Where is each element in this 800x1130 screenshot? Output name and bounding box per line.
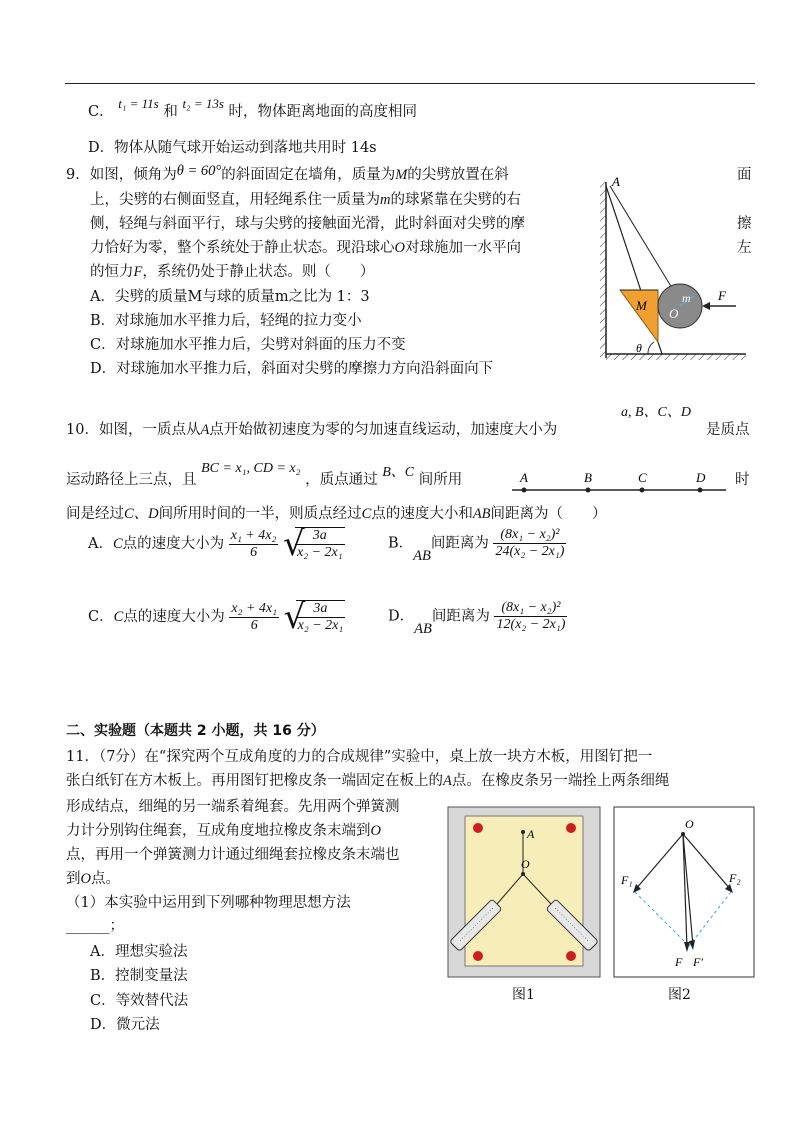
q10-option-a[interactable]: A．C点的速度大小为 $\frac{\text{x₁ + 4x₂}}{6}$ √ $\frac{3a}{\text{x₂ − 2x₁}}$ (88, 524, 343, 564)
q9-option-b[interactable]: B．对球施加水平推力后，轻绳的拉力变小 (90, 313, 362, 329)
header-rule (65, 83, 755, 84)
fig1-caption: 图1 (512, 987, 535, 1003)
label-A: A (612, 174, 620, 189)
q9-line2: 上，尖劈的右侧面竖直，用轻绳系住一质量为m的球紧靠在尖劈的右 (90, 192, 521, 208)
wall-hatch (600, 182, 606, 358)
q11-option-d[interactable]: D．微元法 (90, 1017, 160, 1033)
q10-line2: 运动路径上三点，且 BC = x₁, CD = x₂ ，质点通过 B、C 间所用 (66, 461, 463, 488)
q11-option-b[interactable]: B．控制变量法 (90, 968, 188, 984)
fig1-label-O: O (521, 857, 530, 871)
fig1-label-A: A (527, 827, 535, 841)
q9-right3: 擦 (737, 216, 752, 232)
point-label-D: D (696, 470, 706, 485)
q8-option-d: D．物体从随气球开始运动到落地共用时 14s (88, 140, 377, 156)
q10-line1: 10．如图，一质点从A点开始做初速度为零的匀加速直线运动，加速度大小为 (66, 422, 558, 438)
q11-line5: 点，再用一个弹簧测力计通过细绳套拉橡皮条末端也 (66, 847, 400, 863)
q11-line4: 力计分别钩住绳套，互成角度地拉橡皮条末端到O (66, 823, 381, 839)
pin-tr (566, 823, 576, 833)
label-F: F (718, 288, 726, 303)
q9-right4: 左 (737, 240, 752, 256)
q11-line1: 11．（7分）在“探究两个互成角度的力的合成规律”实验中，桌上放一块方木板，用图钉把一 (66, 749, 653, 765)
point-A (522, 488, 527, 493)
label-m: m (682, 291, 691, 305)
label-theta: θ (636, 341, 642, 355)
q11-option-c[interactable]: C．等效替代法 (90, 993, 189, 1009)
section-title: 二、实验题（本题共 2 小题，共 16 分） (66, 723, 325, 739)
q9-option-d[interactable]: D．对球施加水平推力后，斜面对尖劈的摩擦力方向沿斜面向下 (90, 361, 494, 377)
point-C (640, 488, 645, 493)
q11-sub1: （1）本实验中运用到下列哪种物理思想方法 (66, 895, 351, 911)
label-O: O (669, 306, 679, 321)
q11-line6: 到O点。 (66, 871, 120, 887)
q9-right1: 面 (737, 167, 752, 183)
rope (610, 186, 672, 288)
point-D (698, 488, 703, 493)
q10-line2d: 时 (735, 472, 750, 488)
q11-line3: 形成结点，细绳的另一端系着绳套。先用两个弹簧测 (66, 799, 400, 815)
q9-line1: 9．如图，倾角为θ = 60°的斜面固定在墙角，质量为M的尖劈放置在斜 (66, 163, 509, 183)
q10-option-b[interactable]: B．AB间距离为 $\frac{\text{(8x₁ − x₂)²}}{\text{24(x₂ − 2x₁)}}$ (388, 527, 565, 564)
fig2-label-O: O (685, 817, 694, 831)
fig2-label-Fp: F′ (693, 955, 703, 969)
fig2-caption: 图2 (668, 987, 691, 1003)
point-label-C: C (638, 470, 647, 485)
floor-hatch (606, 354, 746, 360)
q10-line-diagram (508, 468, 730, 500)
q9-line5: 的恒力F，系统仍处于静止状态。则（ ） (90, 264, 375, 280)
q10-line3: 间是经过C、D间所用时间的一半，则质点经过C点的速度大小和AB间距离为（ ） (66, 506, 607, 522)
q10-line1c: 是质点 (706, 422, 750, 438)
q9-option-a[interactable]: A．尖劈的质量M与球的质量m之比为 1：3 (90, 289, 370, 305)
pin-br (566, 951, 576, 961)
q11-line2: 张白纸钉在方木板上。再用图钉把橡皮条一端固定在板上的A点。在橡皮条另一端拴上两条细绳 (66, 773, 670, 789)
frac-a: $\frac{\text{x₁ + 4x₂}}{6}$ (230, 527, 277, 560)
q10-vars: a, B、C、D (621, 405, 691, 420)
q9-option-c[interactable]: C．对球施加水平推力后，尖劈对斜面的压力不变 (90, 337, 406, 353)
label-M: M (636, 298, 647, 313)
point-B (586, 488, 591, 493)
sqrt-a: √ $\frac{3a}{\text{x₂ − 2x₁}}$ (282, 524, 343, 564)
fig2-label-F1: F₁ (621, 873, 633, 887)
point-label-B: B (584, 470, 592, 485)
q8-option-c: C． t₁ = 11s 和 t₂ = 13s 时，物体距离地面的高度相同 (88, 96, 418, 120)
q10-option-d[interactable]: D．AB间距离为 $\frac{\text{(8x₁ − x₂)²}}{\text{12(x₂ − 2x₁)}}$ (388, 600, 566, 637)
q11-option-a[interactable]: A．理想实验法 (90, 944, 188, 960)
pin-bl (473, 951, 483, 961)
point-label-A: A (520, 470, 528, 485)
fig2-label-F: F (675, 955, 683, 969)
sqrt-c: √ $\frac{3a}{\text{x₂ − 2x₁}}$ (283, 597, 344, 637)
frac-c: $\frac{\text{x₂ + 4x₁}}{6}$ (231, 600, 277, 633)
fig2-label-F2: F₂ (729, 871, 741, 885)
q10-option-c[interactable]: C．C点的速度大小为 $\frac{\text{x₂ + 4x₁}}{6}$ √ $\frac{3a}{\text{x₂ − 2x₁}}$ (88, 597, 344, 637)
pin-tl (473, 823, 483, 833)
q11-figure1 (447, 806, 601, 978)
paper (465, 816, 583, 966)
q9-line3: 侧，轻绳与斜面平行，球与尖劈的接触面光滑，此时斜面对尖劈的摩 (90, 216, 525, 232)
q11-figure2 (613, 806, 755, 978)
frac-d: $\frac{\text{(8x₁ − x₂)²}}{\text{12(x₂ − 2x₁)}}$ (496, 600, 566, 632)
q11-blank[interactable]: ______； (66, 918, 124, 934)
frac-b: $\frac{\text{(8x₁ − x₂)²}}{\text{24(x₂ − 2x₁)}}$ (495, 527, 565, 559)
q9-figure-incline (598, 172, 748, 364)
q9-line4: 力恰好为零，整个系统处于静止状态。现沿球心O对球施加一水平向 (90, 240, 521, 256)
